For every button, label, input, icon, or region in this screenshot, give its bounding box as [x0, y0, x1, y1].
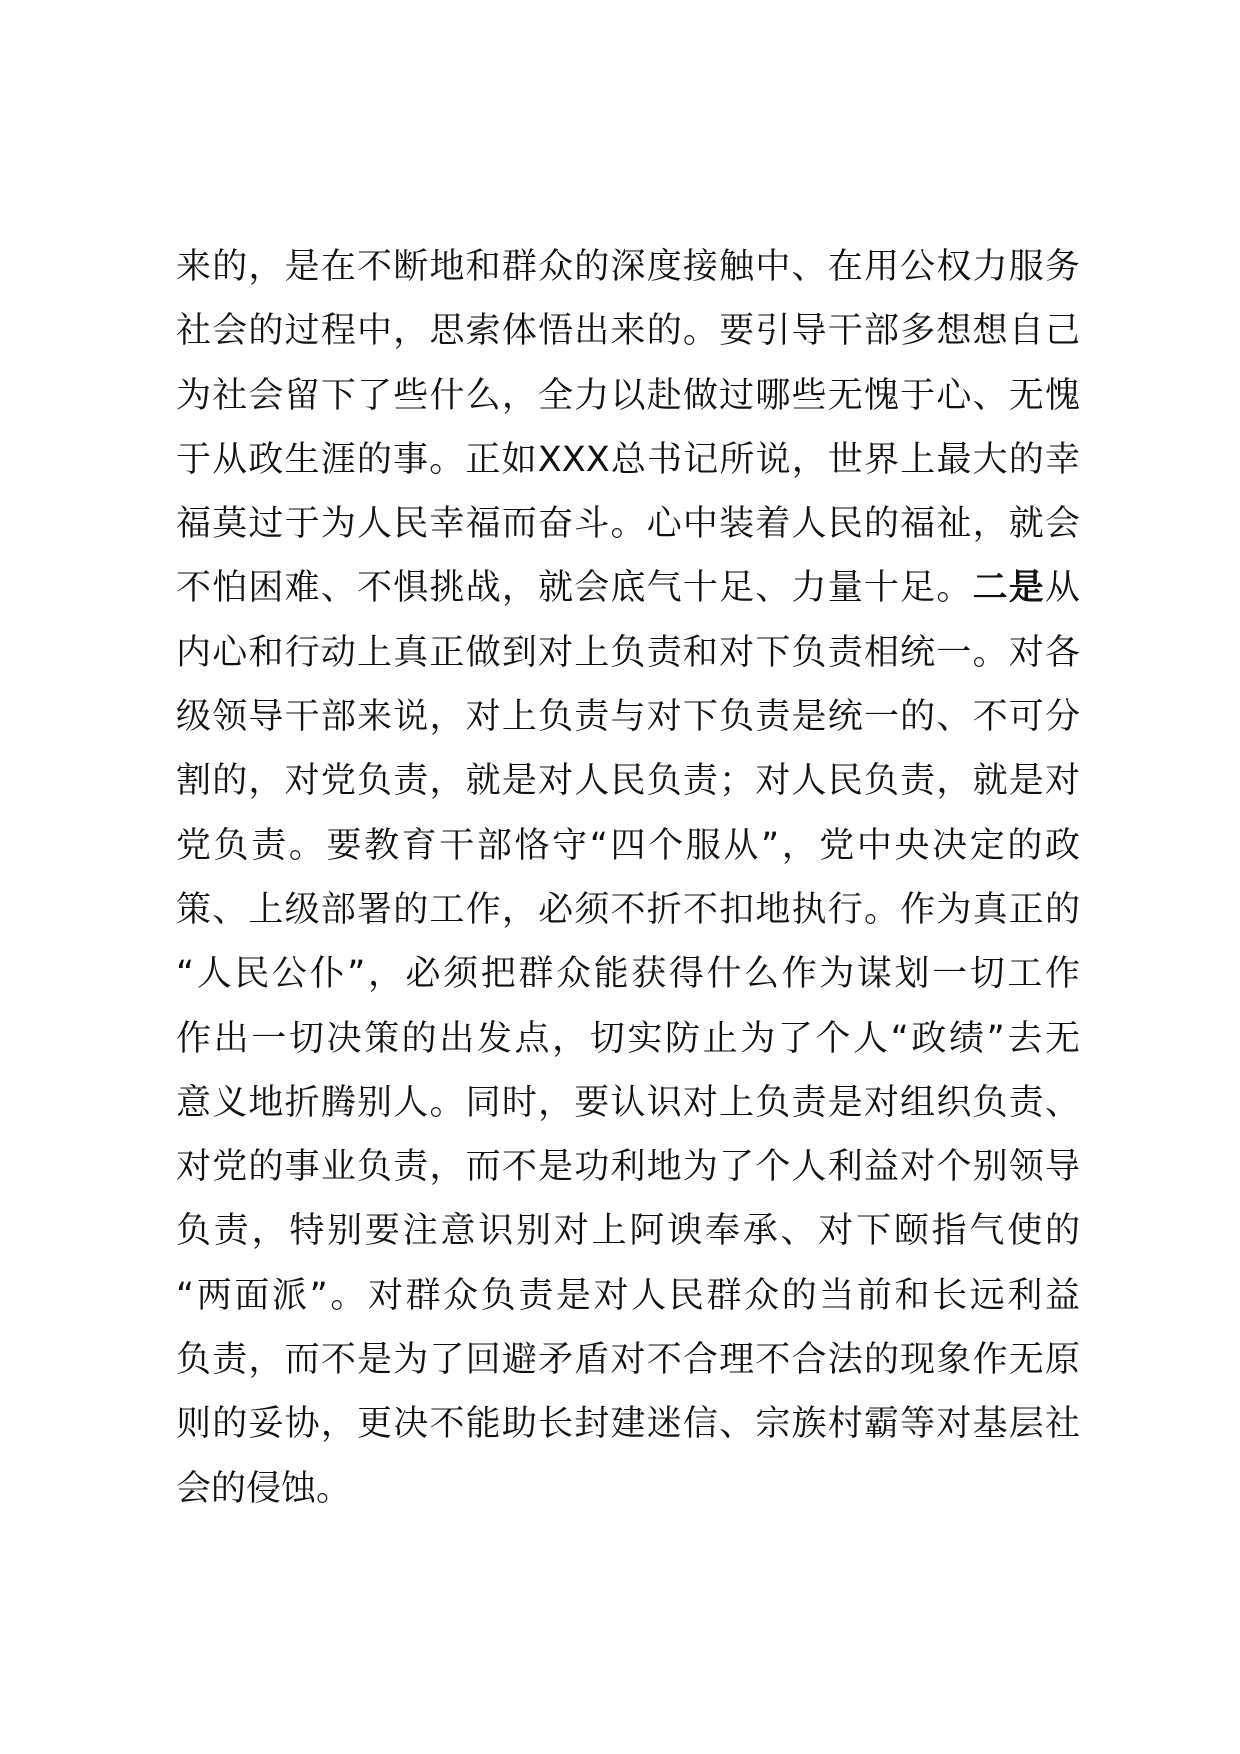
text-line: “两面派”。对群众负责是对人民群众的当前和长远利益 [176, 1275, 1080, 1316]
text-line: 则的妥协，更决不能助长封建迷信、宗族村霸等对基层社 [176, 1404, 1080, 1445]
text-line: 福莫过于为人民幸福而奋斗。心中装着人民的福祉，就会 [176, 504, 1080, 545]
text-line: 对党的事业负责，而不是功利地为了个人利益对个别领导 [176, 1147, 1080, 1188]
text-line: 来的，是在不断地和群众的深度接触中、在用公权力服务 [176, 247, 1080, 287]
text-line-final: 会的侵蚀。 [176, 1468, 352, 1509]
text-line: 级领导干部来说，对上负责与对下负责是统一的、不可分 [176, 697, 1080, 738]
text-line: 负责，特别要注意识别对上阿谀奉承、对下颐指气使的 [176, 1211, 1080, 1252]
text-line: 社会的过程中，思索体悟出来的。要引导干部多想想自己 [176, 311, 1080, 352]
text-line: 意义地折腾别人。同时，要认识对上负责是对组织负责、 [176, 1082, 1080, 1123]
body-paragraph [176, 235, 1080, 1521]
text-line: 策、上级部署的工作，必须不折不扣地执行。作为真正的 [176, 889, 1080, 930]
text-segment: 从 [1044, 568, 1080, 609]
text-line: 作出一切决策的出发点，切实防止为了个人“政绩”去无 [176, 1018, 1080, 1059]
text-line: 为社会留下了些什么，全力以赴做过哪些无愧于心、无愧 [176, 375, 1080, 416]
text-line: 内心和行动上真正做到对上负责和对下负责相统一。对各 [176, 632, 1080, 673]
text-line: 于从政生涯的事。正如XXX总书记所说，世界上最大的幸 [176, 439, 1080, 480]
text-line: 负责，而不是为了回避矛盾对不合理不合法的现象作无原 [176, 1340, 1080, 1381]
text-line: “人民公仆”，必须把群众能获得什么作为谋划一切工作 [176, 954, 1080, 995]
text-line: 割的，对党负责，就是对人民负责；对人民负责，就是对 [176, 761, 1080, 802]
text-line: 党负责。要教育干部恪守“四个服从”，党中央决定的政 [176, 825, 1080, 866]
emphasis-second-point: 二是 [972, 568, 1045, 609]
text-line-with-emphasis [176, 556, 1080, 620]
text-segment: 不怕困难、不惧挑战，就会底气十足、力量十足。 [176, 568, 973, 609]
